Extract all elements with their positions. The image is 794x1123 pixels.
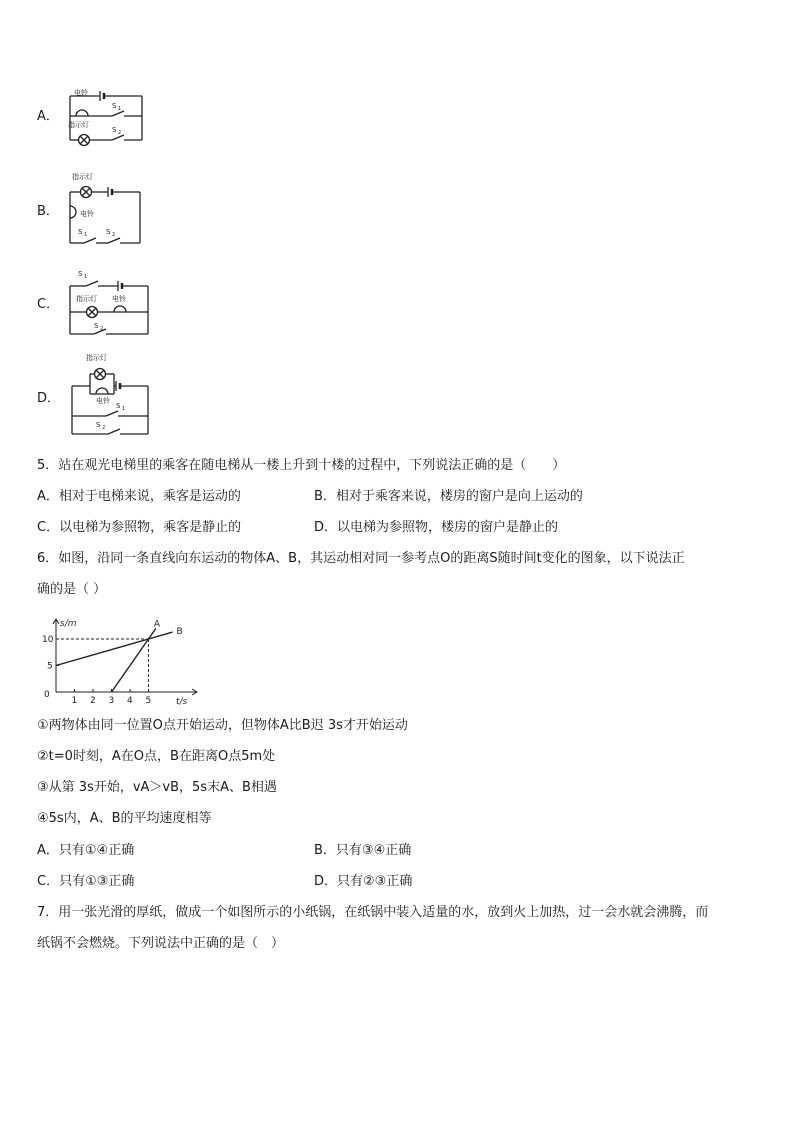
- circuit-diagram-a: [62, 86, 152, 146]
- circuit-d-s1-sub: 1: [122, 406, 126, 412]
- circuit-diagram-b: [62, 170, 152, 250]
- q5-option-b[interactable]: B．相对于乘客来说，楼房的窗户是向上运动的: [314, 489, 583, 504]
- circuit-b-s1-sub: 1: [84, 232, 88, 238]
- circuit-a-lamp-label: 指示灯: [68, 121, 89, 129]
- circuit-b-lamp-label: 指示灯: [72, 173, 93, 181]
- x-tick-label-5: 5: [145, 696, 152, 706]
- series-line-A: [112, 628, 156, 692]
- s-t-graph: [34, 614, 204, 706]
- circuit-c-s1-sub: 1: [84, 274, 88, 280]
- circuit-c-bell-label: 电铃: [112, 295, 126, 303]
- circuit-a-s2-sub: 2: [118, 130, 122, 136]
- q6-stem-line1: 6．如图，沿同一条直线向东运动的物体A、B，其运动相对同一参考点O的距离S随时间t变化的图象，以下说法正: [37, 551, 685, 566]
- option-b-letter: B．: [37, 204, 59, 219]
- circuit-c-s1-label: S: [78, 270, 83, 278]
- y-tick-label-5: 5: [47, 661, 53, 672]
- q6-statement-1: ①两物体由同一位置O点开始运动，但物体A比B迟 3s才开始运动: [37, 718, 408, 733]
- y-axis-label: s/m: [60, 619, 77, 629]
- q6-statement-4: ④5s内，A、B的平均速度相等: [37, 811, 212, 826]
- q6-option-d[interactable]: D．只有②③正确: [314, 874, 413, 889]
- q6-option-a[interactable]: A．只有①④正确: [37, 843, 135, 858]
- option-c-letter: C．: [37, 297, 60, 312]
- q6-statement-2: ②t=0时刻，A在O点，B在距离O点5m处: [37, 749, 276, 764]
- q5-option-c[interactable]: C．以电梯为参照物，乘客是静止的: [37, 520, 242, 535]
- circuit-diagram-c: [62, 268, 157, 340]
- circuit-b-s2-label: S: [106, 228, 111, 236]
- q6-statement-3: ③从第 3s开始，vA＞vB，5s末A、B相遇: [37, 780, 277, 795]
- x-tick-label-4: 4: [127, 696, 133, 706]
- q6-option-b[interactable]: B．只有③④正确: [314, 843, 412, 858]
- series-label-B: B: [176, 627, 183, 638]
- circuit-c-s2-sub: 2: [100, 326, 104, 332]
- x-tick-label-2: 2: [90, 696, 96, 706]
- x-axis-label: t/s: [176, 697, 188, 706]
- circuit-d-bell-label: 电铃: [96, 397, 110, 405]
- circuit-c-s2-label: S: [94, 322, 99, 330]
- circuit-b-bell-label: 电铃: [80, 210, 94, 218]
- q6-option-c[interactable]: C．只有①③正确: [37, 874, 135, 889]
- series-label-A: A: [153, 619, 161, 630]
- q7-stem-line1: 7．用一张光滑的厚纸，做成一个如图所示的小纸锅，在纸锅中装入适量的水，放到火上加热，过一会水就会沸腾，而: [37, 905, 709, 920]
- circuit-d-s2-sub: 2: [102, 425, 106, 431]
- x-tick-label-1: 1: [71, 696, 78, 706]
- option-d-letter: D．: [37, 391, 61, 406]
- y-tick-label-10: 10: [42, 635, 54, 645]
- circuit-a-s1-label: S: [112, 102, 117, 110]
- q5-stem: 5．站在观光电梯里的乘客在随电梯从一楼上升到十楼的过程中，下列说法正确的是（ ）: [37, 458, 566, 473]
- q6-stem-line2: 确的是（ ）: [37, 582, 107, 597]
- q7-stem-line2: 纸锅不会燃烧。下列说法中正确的是（ ）: [37, 936, 285, 951]
- circuit-d-s2-label: S: [96, 421, 101, 429]
- q5-option-a[interactable]: A．相对于电梯来说，乘客是运动的: [37, 489, 241, 504]
- series-line-B: [56, 632, 173, 665]
- x-tick-label-3: 3: [108, 696, 115, 706]
- option-a-letter: A．: [37, 109, 59, 124]
- y-tick-label-0: 0: [44, 690, 50, 700]
- circuit-d-lamp-label: 指示灯: [86, 354, 107, 362]
- circuit-a-bell-label: 电铃: [74, 89, 88, 97]
- circuit-a-s1-sub: 1: [118, 106, 122, 112]
- circuit-b-s2-sub: 2: [112, 232, 116, 238]
- circuit-d-s1-label: S: [116, 402, 121, 410]
- circuit-diagram-d: [62, 350, 157, 442]
- circuit-c-lamp-label: 指示灯: [76, 295, 97, 303]
- q5-option-d[interactable]: D．以电梯为参照物，楼房的窗户是静止的: [314, 520, 559, 535]
- circuit-b-s1-label: S: [78, 228, 83, 236]
- circuit-a-s2-label: S: [112, 126, 117, 134]
